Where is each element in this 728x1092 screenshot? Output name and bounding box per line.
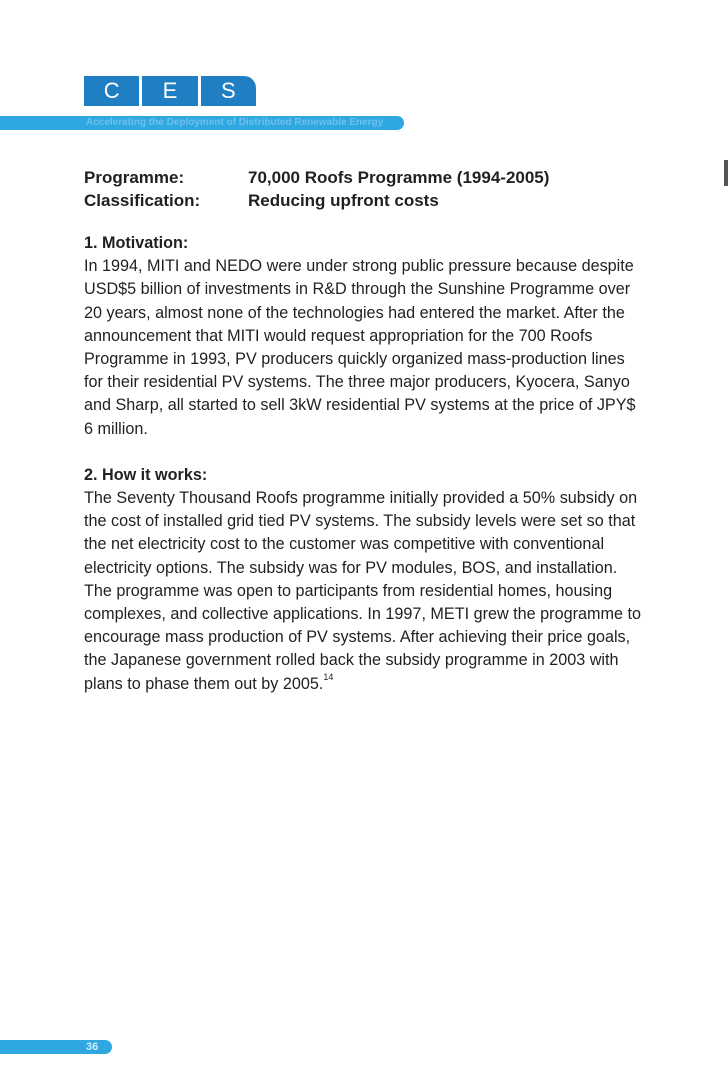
main-content: [84, 232, 644, 696]
programme-label: Programme:: [84, 168, 185, 187]
section-body-wrapper: [84, 487, 644, 696]
programme-meta: [84, 166, 644, 212]
section-body: In 1994, MITI and NEDO were under strong public pressure because despite USD$5 billion of investments in R&D through the Sunshine Programme over 20 years, almost none of the technologies had entered the market. After the announcement that MITI would request appropriation for the 700 Roofs Programme in 1993, PV producers quickly organized mass-production lines for their residential PV systems. The three major producers, Kyocera, Sanyo and Sharp, all started to sell 3kW residential PV systems at the price of JPY$ 6 million.: [84, 257, 636, 438]
tagline: Accelerating the Deployment of Distributed Renewable Energy: [86, 117, 384, 128]
footnote-marker[interactable]: 14: [323, 671, 334, 682]
section-how-it-works: [84, 464, 644, 696]
classification-row: [84, 189, 644, 212]
logo-letter-s: S: [220, 78, 236, 103]
classification-label: Classification:: [84, 191, 201, 210]
section-motivation: [84, 232, 644, 441]
section-heading: 2. How it works:: [84, 465, 208, 484]
page-number: 36: [86, 1041, 99, 1053]
logo-letter-e: E: [142, 76, 200, 106]
ces-logo: [84, 76, 256, 106]
logo-letter-c: C: [84, 76, 142, 106]
page-edge-mark: [724, 160, 728, 186]
section-body: The Seventy Thousand Roofs programme initially provided a 50% subsidy on the cost of installed grid tied PV systems. The subsidy levels were set so that the net electricity cost to the customer was competitive with conventional electricity options. The subsidy was for PV modules, BOS, and installation. The programme was open to participants from residential homes, housing complexes, and collective applications. In 1997, METI grew the programme to encourage mass production of PV systems. After achieving their price goals, the Japanese government rolled back the subsidy programme in 2003 with plans to phase them out by 2005.: [84, 489, 641, 693]
programme-row: [84, 166, 644, 189]
programme-value: 70,000 Roofs Programme (1994-2005): [248, 168, 550, 187]
classification-value: Reducing upfront costs: [248, 191, 439, 210]
section-heading: 1. Motivation:: [84, 234, 189, 252]
